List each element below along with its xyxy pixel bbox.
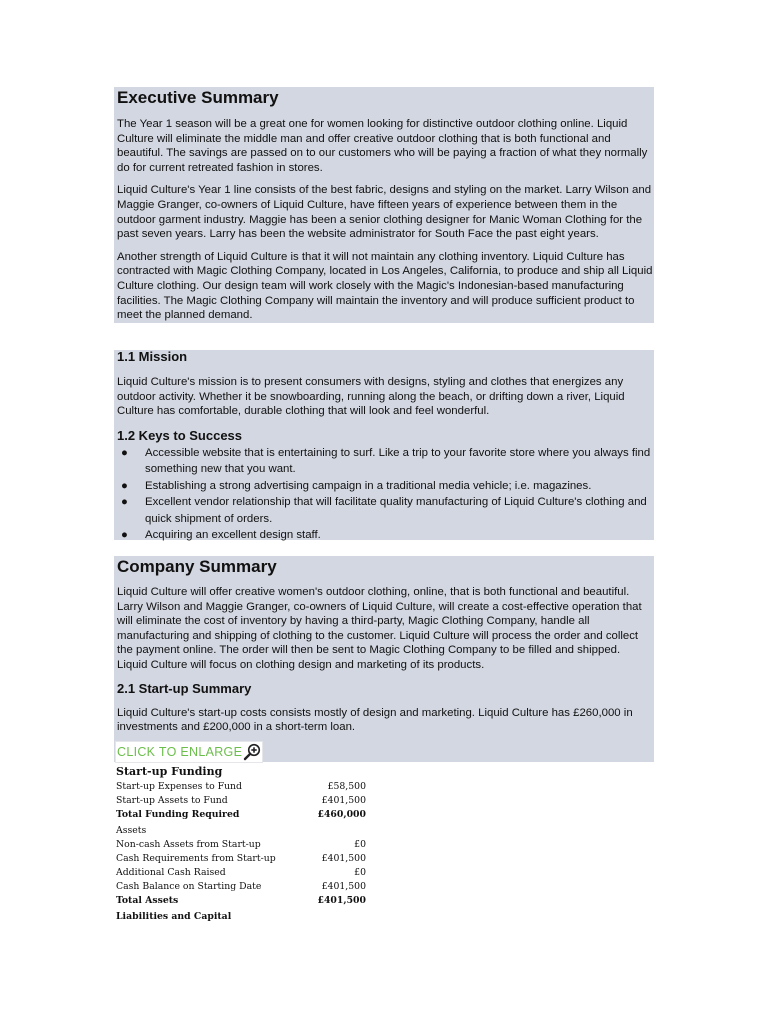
table-row xyxy=(116,794,366,808)
row-value: £401,500 xyxy=(321,853,366,865)
table-row xyxy=(116,852,366,866)
row-label: Total Funding Required xyxy=(116,808,240,820)
keys-title: 1.2 Keys to Success xyxy=(117,427,243,443)
table-row xyxy=(116,866,366,880)
company-summary-section xyxy=(117,557,653,735)
row-label: Start-up Expenses to Fund xyxy=(116,781,242,792)
magnifier-plus-icon xyxy=(243,743,261,761)
executive-summary-paragraph-3: Another strength of Liquid Culture is that it will not maintain any clothing inventory. Liquid Culture has contracted with Magic Clothing Company, located in Los Angeles, California, to produce and ship all Liquid Culture clothing. Our design team will work closely with the Magic's Indonesian-based manufacturing facilities. The Magic Clothing Company will maintain the inventory and will produce sufficient product to meet the planned demand. xyxy=(117,250,653,322)
startup-summary-title: 2.1 Start-up Summary xyxy=(117,680,252,696)
executive-summary-paragraph-2: Liquid Culture's Year 1 line consists of the best fabric, designs and styling on the market. Larry Wilson and Maggie Granger, co-owners of Liquid Culture, have fifteen years of experience between them in the outdoor garment industry. Maggie has been a senior clothing designer for Manic Woman Clothing for the past seven years. Larry has been the website administrator for South Face the past eight years. xyxy=(117,184,652,241)
row-value: £401,500 xyxy=(317,894,366,906)
startup-summary-text: Liquid Culture's start-up costs consists mostly of design and marketing. Liquid Culture has £260,000 in investments and £200,000 in a short-term loan. xyxy=(117,706,633,734)
bullet-icon: ● xyxy=(121,529,128,542)
startup-funding-table xyxy=(116,764,366,924)
key-text: Acquiring an excellent design staff. xyxy=(145,529,321,542)
table-row xyxy=(116,880,366,894)
table-row xyxy=(116,780,366,794)
row-label: Total Assets xyxy=(116,894,179,906)
list-item xyxy=(117,527,653,544)
row-value: £0 xyxy=(354,866,366,878)
assets-label: Assets xyxy=(116,825,147,837)
key-text: Accessible website that is entertaining to surf. Like a trip to your favorite store where you always find something new that you want. xyxy=(145,446,651,476)
key-text: Excellent vendor relationship that will facilitate quality manufacturing of Liquid Culture's clothing and quick shipment of orders. xyxy=(145,496,647,525)
list-item xyxy=(117,445,653,478)
list-item xyxy=(117,494,653,527)
executive-summary-paragraph-1: The Year 1 season will be a great one for women looking for distinctive outdoor clothing online. Liquid Culture will eliminate the middle man and offer creative outdoor clothing that is both functional and beautiful. The savings are passed on to our customers who will be paying a fraction of what they normally do for current retreated fashion in stores. xyxy=(117,118,648,174)
mission-text: Liquid Culture's mission is to present consumers with designs, styling and clothes that energizes any outdoor activity. Whether it be snowboarding, running along the beach, or drifting down a river, Liquid Culture has comfortable, durable clothing that will look and feel wonderful. xyxy=(117,376,625,418)
row-label: Additional Cash Raised xyxy=(116,866,226,878)
company-summary-text: Liquid Culture will offer creative women's outdoor clothing, online, that is both functional and beautiful. Larry Wilson and Maggie Granger, co-owners of Liquid Culture, will create a cost-effective operation that will eliminate the cost of inventory by having a third-party, Magic Clothing Company, handle all manufacturing and shipping of clothing to the customer. Liquid Culture will process the order and collect the payment online. The order will then be sent to Magic Clothing Company to be filled and shipped. Liquid Culture will focus on clothing design and marketing of its products. xyxy=(117,586,642,671)
row-label: Cash Balance on Starting Date xyxy=(116,880,262,892)
row-value: £401,500 xyxy=(321,880,366,892)
executive-summary-title: Executive Summary xyxy=(117,88,279,107)
mission-section xyxy=(117,349,653,544)
bullet-icon: ● xyxy=(121,496,128,509)
row-value: £0 xyxy=(354,839,366,851)
table-row xyxy=(116,894,366,908)
row-label: Cash Requirements from Start-up xyxy=(116,853,276,865)
table-row xyxy=(116,838,366,852)
key-text: Establishing a strong advertising campaign in a traditional media vehicle; i.e. magazines. xyxy=(145,479,592,492)
keys-list xyxy=(117,445,653,544)
startup-funding-title: Start-up Funding xyxy=(116,765,223,778)
click-to-enlarge-label: CLICK TO ENLARGE xyxy=(117,745,243,759)
company-summary-title: Company Summary xyxy=(117,557,277,576)
bullet-icon: ● xyxy=(121,479,128,492)
row-value: £58,500 xyxy=(327,781,366,792)
row-label: Non-cash Assets from Start-up xyxy=(116,839,261,851)
table-row xyxy=(116,808,366,822)
bullet-icon: ● xyxy=(121,446,128,459)
row-value: £401,500 xyxy=(321,794,366,806)
list-item xyxy=(117,478,653,495)
click-to-enlarge-button[interactable] xyxy=(115,741,263,763)
row-value: £460,000 xyxy=(317,808,366,820)
mission-title: 1.1 Mission xyxy=(117,349,188,364)
liabilities-label: Liabilities and Capital xyxy=(116,911,232,923)
row-label: Start-up Assets to Fund xyxy=(116,794,228,806)
executive-summary-section xyxy=(117,88,653,323)
